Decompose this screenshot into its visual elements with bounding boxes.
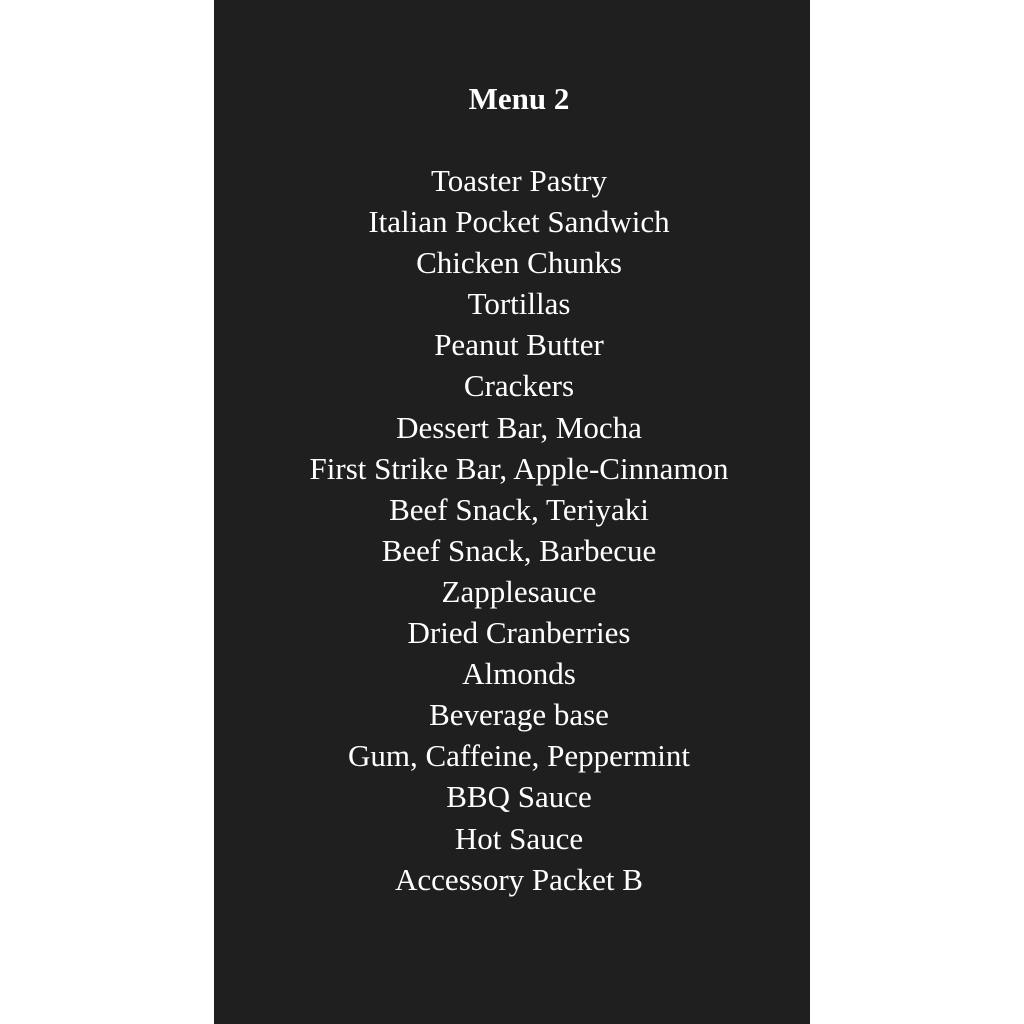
menu-item: Tortillas xyxy=(467,286,571,322)
menu-item: Chicken Chunks xyxy=(416,245,622,281)
menu-item: Italian Pocket Sandwich xyxy=(368,204,670,240)
menu-item: Accessory Packet B xyxy=(395,861,643,897)
menu-item: Beef Snack, Barbecue xyxy=(381,532,657,568)
menu-item-list xyxy=(214,160,824,900)
menu-item: First Strike Bar, Apple-Cinnamon xyxy=(309,450,729,486)
menu-item: Crackers xyxy=(463,368,575,404)
menu-panel xyxy=(214,0,810,1024)
menu-item: Beverage base xyxy=(429,697,609,733)
menu-title: Menu 2 xyxy=(468,81,570,116)
menu-item: Dried Cranberries xyxy=(407,615,631,651)
menu-item: Dessert Bar, Mocha xyxy=(396,409,642,445)
menu-item: Hot Sauce xyxy=(454,820,584,856)
menu-item: Toaster Pastry xyxy=(430,163,608,198)
menu-item: Peanut Butter xyxy=(434,327,604,363)
menu-item: Gum, Caffeine, Peppermint xyxy=(347,738,691,774)
menu-item: Beef Snack, Teriyaki xyxy=(389,491,649,527)
menu-item: Almonds xyxy=(462,656,576,692)
menu-item: Zapplesauce xyxy=(441,573,597,609)
menu-item: BBQ Sauce xyxy=(446,779,592,815)
